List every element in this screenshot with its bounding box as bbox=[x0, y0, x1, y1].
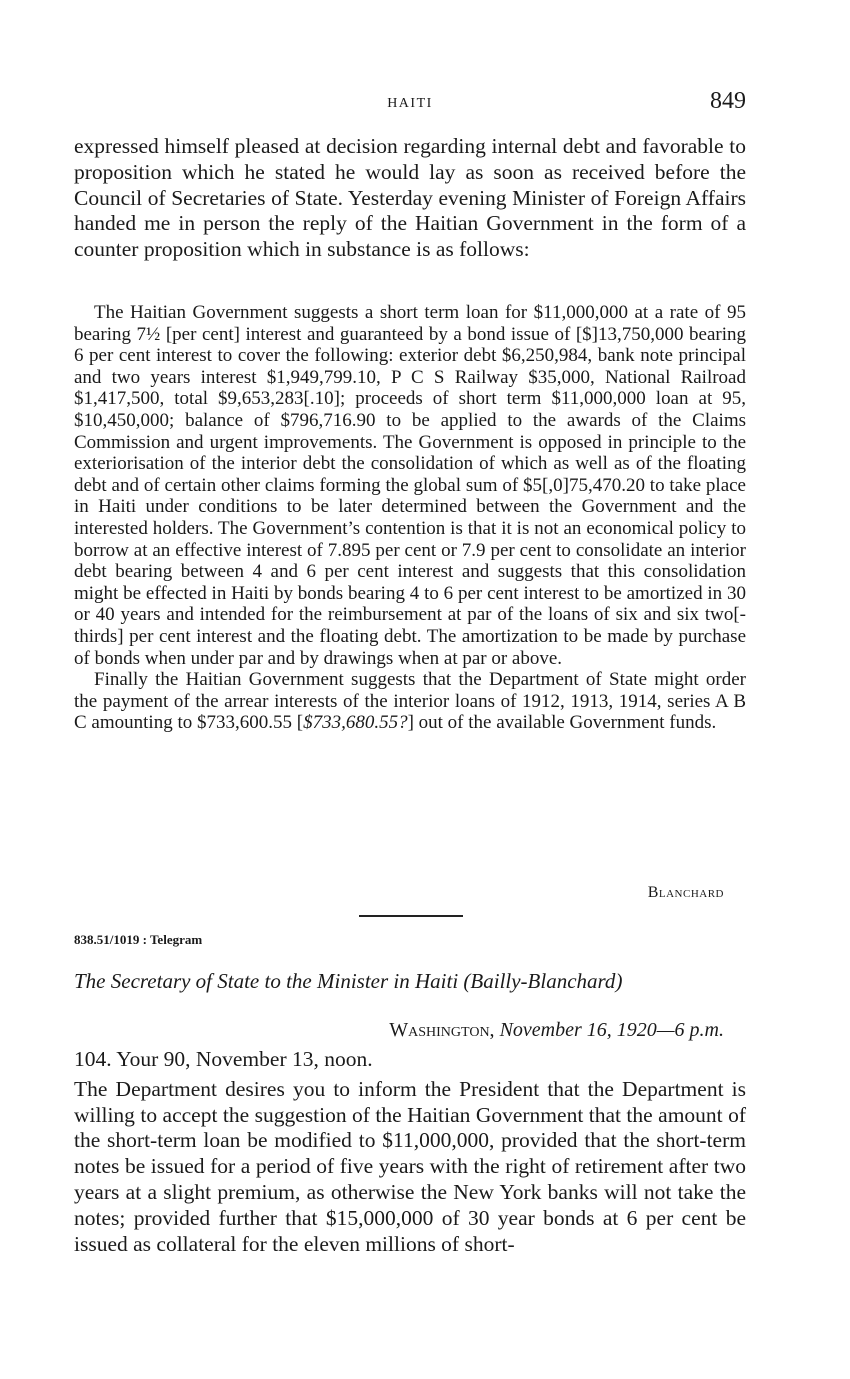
dateline bbox=[389, 1019, 724, 1042]
signature: Blanchard bbox=[647, 884, 724, 901]
quote-paragraph-2-editorial: $733,680.55? bbox=[303, 712, 408, 734]
document-heading bbox=[74, 969, 746, 994]
telegram-body bbox=[74, 1047, 746, 1257]
quote-paragraph-2-start: Finally the Haitian Government suggests that the Department of State might order the payment of the arrear interests of the interior loans of 1912, 1913, 1914, series A B C amounting to $733,600.55 [ bbox=[74, 669, 746, 734]
telegram-paragraph-2: The Department desires you to inform the President that the Department is willing to accept the suggestion of the Haitian Government that the amount of the short-term loan be modified to $11,000,000, provided that the short-term notes be issued for a period of five years with the right of retirement after two years at a slight premium, as otherwise the New York banks will not take the notes; provided further that $15,000,000 of 30 year bonds at 6 per cent be issued as collateral for the eleven millions of short- bbox=[74, 1076, 746, 1256]
quoted-proposition bbox=[74, 302, 746, 734]
intro-paragraph: expressed himself pleased at decision regarding internal debt and favorable to proposition which he stated he would lay as soon as received before the Council of Secretaries of State. Yesterday evening Minister of Foreign Affairs handed me in person the reply of the Haitian Government in the form of a counter proposition which in substance is as follows: bbox=[74, 134, 746, 262]
document-page bbox=[74, 0, 746, 1379]
document-heading-part-3: ) bbox=[615, 969, 623, 993]
dateline-date: November 16, 1920—6 p.m. bbox=[499, 1019, 724, 1041]
telegram-paragraph-1: 104. Your 90, November 13, noon. bbox=[74, 1047, 373, 1071]
document-heading-part-1: The Secretary of State to the Minister in Haiti ( bbox=[74, 969, 471, 993]
file-reference: 838.51/1019 : Telegram bbox=[74, 932, 203, 947]
quote-paragraph-1: The Haitian Government suggests a short term loan for $11,000,000 at a rate of 95 bearing 7½ [per cent] interest and guaranteed by a bond issue of [$]13,750,000 bearing 6 per cent interest to cover the following: exterior debt $6,250,984, bank note principal and two years interest $1,949,799.10, P C S Railway $35,000, National Railroad $1,417,500, total $9,653,283[.10]; proceeds of short term $11,000,000 loan at 95, $10,450,000; balance of $796,716.90 to be applied to the awards of the Claims Commission and urgent improvements. The Government is opposed in principle to the exteriorisation of the interior debt the consolidation of which as well as of the floating debt and of certain other claims forming the global sum of $5[,0]75,470.20 to take place in Haiti under conditions to be later determined between the Government and the interested holders. The Government’s contention is that it is not an economical policy to borrow at an effective interest of 7.895 per cent or 7.9 per cent to consolidate an interior debt bearing between 4 and 6 per cent interest and suggests that this consolidation might be effected in Haiti by bonds bearing 4 to 6 per cent interest to be amortized in 30 or 40 years and intended for the reimbursement at par of the loans of six and six two[-thirds] per cent interest and the floating debt. The amortization to be made by purchase of bonds when under par and by drawings when at par or above. bbox=[74, 302, 746, 669]
page-number: 849 bbox=[710, 88, 746, 114]
section-divider bbox=[359, 915, 463, 917]
document-heading-recipient: Bailly-Blanchard bbox=[470, 969, 616, 993]
intro-section bbox=[74, 134, 746, 263]
running-head bbox=[74, 88, 746, 122]
quote-paragraph-2 bbox=[74, 669, 746, 734]
quote-paragraph-2-end: ] out of the available Government funds. bbox=[407, 712, 717, 734]
dateline-place: Washington, bbox=[389, 1019, 495, 1041]
running-title: HAITI bbox=[387, 96, 433, 111]
